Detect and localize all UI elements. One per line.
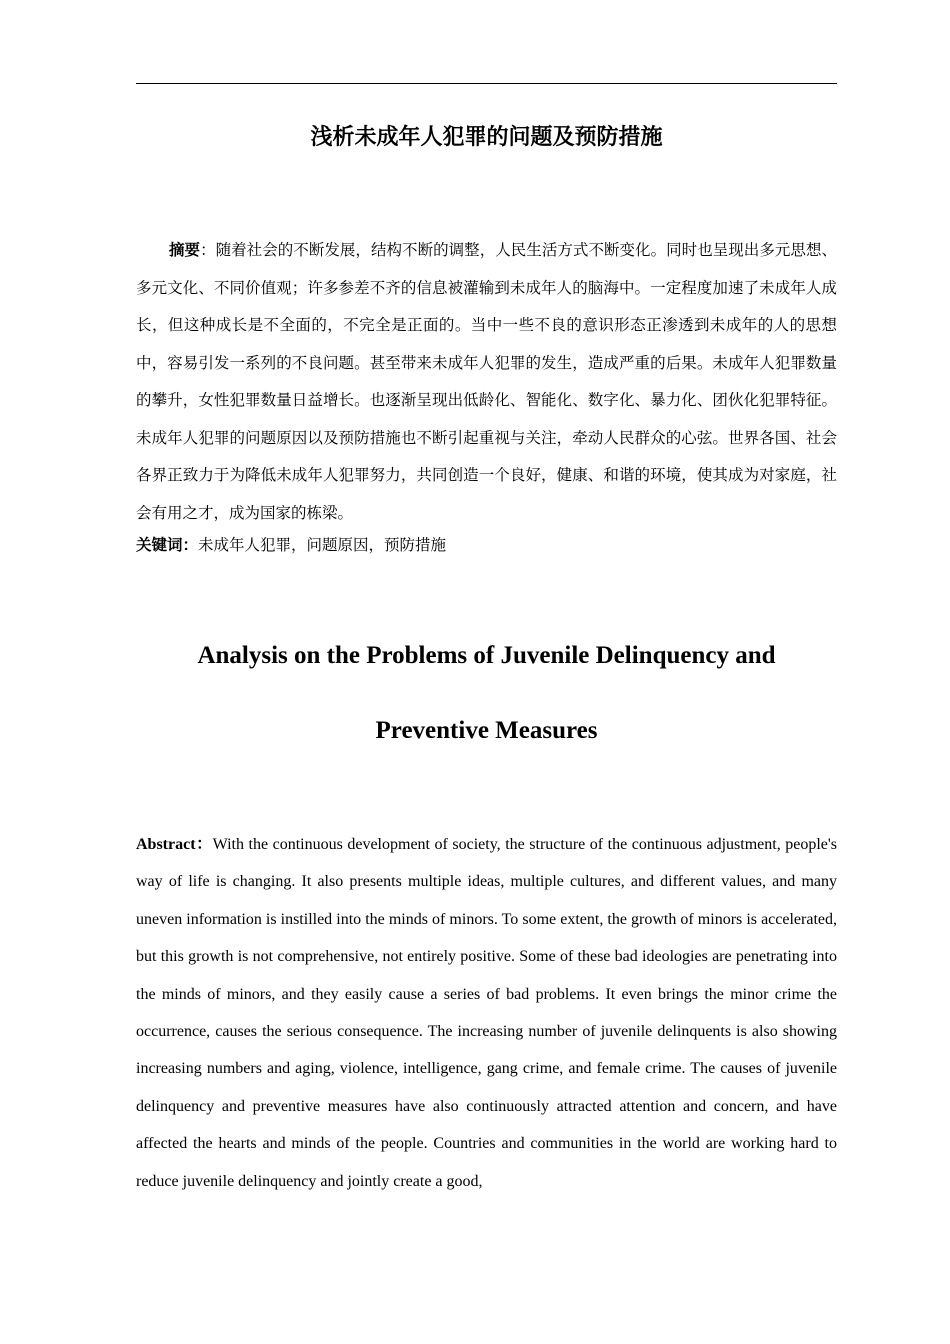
chinese-keywords-text: 未成年人犯罪，问题原因，预防措施 xyxy=(198,536,447,554)
chinese-abstract xyxy=(136,232,837,532)
english-title xyxy=(136,618,837,768)
english-abstract-label: Abstract： xyxy=(136,836,213,853)
english-title-line-1: Analysis on the Problems of Juvenile Delinquency and xyxy=(197,642,776,669)
english-title-line-2: Preventive Measures xyxy=(375,717,598,744)
header-rule xyxy=(136,83,837,84)
chinese-keywords xyxy=(136,533,837,557)
english-abstract-text: With the continuous development of society, the structure of the continuous adjustment, people's way of life is changing. It also presents multiple ideas, multiple cultures, and different values, and many uneven information is instilled into the minds of minors. To some extent, the growth of minors is accelerated, but this growth is not comprehensive, not entirely positive. Some of these bad ideologies are penetrating into the minds of minors, and they easily cause a series of bad problems. It even brings the minor crime the occurrence, causes the serious consequence. The increasing number of juvenile delinquents is also showing increasing numbers and aging, violence, intelligence, gang crime, and female crime. The causes of juvenile delinquency and preventive measures have also continuously attracted attention and concern, and have affected the hearts and minds of the people. Countries and communities in the world are working hard to reduce juvenile delinquency and jointly create a good, xyxy=(136,836,838,1190)
chinese-title: 浅析未成年人犯罪的问题及预防措施 xyxy=(310,125,663,150)
english-abstract xyxy=(136,826,837,1200)
chinese-abstract-label: 摘要 xyxy=(169,241,201,259)
chinese-keywords-label: 关键词： xyxy=(136,536,199,554)
chinese-abstract-text: ：随着社会的不断发展，结构不断的调整，人民生活方式不断变化。同时也呈现出多元思想、多元文化、不同价值观；许多参差不齐的信息被灌输到未成年人的脑海中。一定程度加速了未成年人成长，但这种成长是不全面的，不完全是正面的。当中一些不良的意识形态正渗透到未成年的人的思想中，容易引发一系列的不良问题。甚至带来未成年人犯罪的发生，造成严重的后果。未成年人犯罪数量的攀升，女性犯罪数量日益增长。也逐渐呈现出低龄化、智能化、数字化、暴力化、团伙化犯罪特征。未成年人犯罪的问题原因以及预防措施也不断引起重视与关注，牵动人民群众的心弦。世界各国、社会各界正致力于为降低未成年人犯罪努力，共同创造一个良好，健康、和谐的环境，使其成为对家庭，社会有用之才，成为国家的栋梁。 xyxy=(136,241,837,522)
